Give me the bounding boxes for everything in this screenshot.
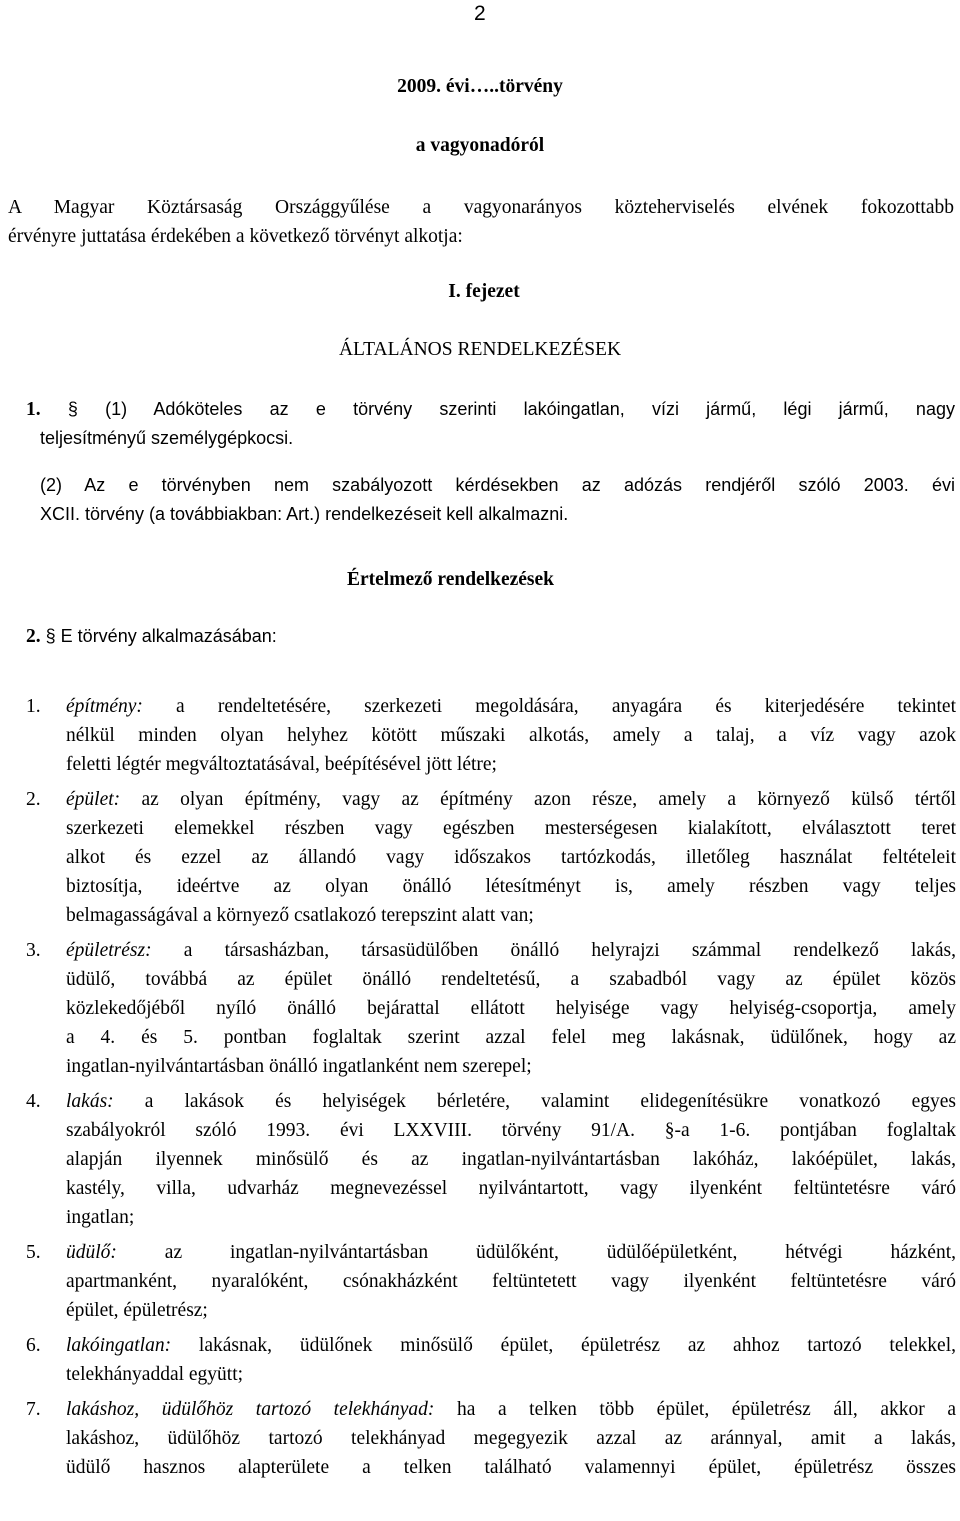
definition-text — [66, 936, 956, 1081]
law-subtitle: a vagyonadóról — [415, 135, 545, 156]
section-1-number: 1. — [26, 399, 41, 420]
definition-number: 1. — [26, 696, 41, 717]
definition-line: apartmanként, nyaralóként, csónakházként feltüntetett vagy ilyenként feltüntetésre váró — [66, 1271, 956, 1292]
definition-number: 4. — [26, 1091, 41, 1112]
definition-line: alapján ilyennek minősülő és az ingatlan-nyilvántartásban lakóház, lakóépület, lakás, — [66, 1149, 956, 1170]
definition-line: közlekedőjéből nyíló önálló bejárattal ellátott helyisége vagy helyiség-csoportja, amely — [66, 998, 956, 1019]
definition-item — [26, 1331, 956, 1389]
chapter-number: I. fejezet — [448, 281, 520, 302]
definition-line: telekhányaddal együtt; — [66, 1364, 244, 1385]
section-1 — [26, 395, 955, 529]
preamble-line-1: A Magyar Köztársaság Országgyűlése a vagyonarányos közteherviselés elvének fokozottabb — [8, 197, 954, 218]
definition-line: ingatlan-nyilvántartásban önálló ingatlanként nem szerepel; — [66, 1056, 532, 1077]
definition-line: ingatlan; — [66, 1207, 135, 1228]
definition-line: üdülő hasznos alapterülete a telken található valamennyi épület, épületrész összes — [66, 1457, 956, 1478]
section-2-number: 2. — [26, 626, 41, 647]
section-1-paragraph-2-line-2: XCII. törvény (a továbbiakban: Art.) rendelkezéseit kell alkalmazni. — [40, 504, 569, 524]
definition-line: épület: az olyan építmény, vagy az építmény azon része, amely a környező külső tértől — [66, 789, 956, 810]
definition-number: 3. — [26, 940, 41, 961]
definition-number: 2. — [26, 789, 41, 810]
definition-item — [26, 1238, 956, 1325]
definition-item — [26, 1087, 956, 1232]
section-1-paragraph-1-line-1 — [26, 395, 955, 424]
definition-line: lakáshoz, üdülőhöz tartozó telekhányad: ha a telken több épület, épületrész áll, akkor a — [66, 1399, 956, 1420]
definition-line: lakáshoz, üdülőhöz tartozó telekhányad megegyezik azzal az aránnyal, amit a lakás, — [66, 1428, 956, 1449]
definition-text — [66, 1087, 956, 1232]
definitions-list — [26, 692, 956, 1488]
definition-line: belmagasságával a környező csatlakozó terepszint alatt van; — [66, 905, 534, 926]
definition-text — [66, 692, 956, 779]
definition-number: 5. — [26, 1242, 41, 1263]
definition-term: lakás: — [66, 1091, 114, 1112]
definition-line: alkot és ezzel az állandó vagy időszakos tartózkodás, illetőleg használat feltételeit — [66, 847, 956, 868]
definition-text — [66, 1395, 956, 1482]
section-1-paragraph-1-line-2: teljesítményű személygépkocsi. — [40, 428, 294, 448]
section-2-text: E törvény alkalmazásában: — [60, 626, 277, 646]
definition-text — [66, 1331, 956, 1389]
definition-line: nélkül minden olyan helyhez kötött műszaki alkotás, amely a talaj, a víz vagy azok — [66, 725, 956, 746]
definition-item — [26, 692, 956, 779]
definitions-heading: Értelmező rendelkezések — [347, 569, 555, 590]
definition-line: épületrész: a társasházban, társasüdülőben önálló helyrajzi számmal rendelkező lakás, — [66, 940, 956, 961]
definition-term: épületrész: — [66, 940, 152, 961]
section-sign: § — [67, 399, 78, 419]
definition-term: építmény: — [66, 696, 143, 717]
section-sign: § — [45, 626, 56, 646]
definition-term: lakáshoz, üdülőhöz tartozó telekhányad: — [66, 1399, 435, 1420]
definition-line: a 4. és 5. pontban foglaltak szerint azzal felel meg lakásnak, üdülőnek, hogy az — [66, 1027, 956, 1048]
law-title: 2009. évi…..törvény — [397, 76, 563, 97]
definition-item — [26, 936, 956, 1081]
definition-term: üdülő: — [66, 1242, 117, 1263]
definition-line: biztosítja, ideértve az olyan önálló létesítményt is, amely részben vagy teljes — [66, 876, 956, 897]
definition-line: lakóingatlan: lakásnak, üdülőnek minősülő épület, épületrész az ahhoz tartozó telekkel, — [66, 1335, 956, 1356]
definition-line: építmény: a rendeltetésére, szerkezeti megoldására, anyagára és kiterjedésére tekintet — [66, 696, 956, 717]
definition-line: feletti légtér megváltoztatásával, beépítésével jött létre; — [66, 754, 497, 775]
definition-line: épület, épületrész; — [66, 1300, 208, 1321]
definition-text — [66, 785, 956, 930]
section-2 — [26, 622, 277, 651]
section-1-paragraph-2-line-1: (2) Az e törvényben nem szabályozott kérdésekben az adózás rendjéről szóló 2003. évi — [40, 475, 955, 495]
page-number: 2 — [474, 2, 486, 25]
preamble — [8, 193, 954, 251]
definition-line: szerkezeti elemekkel részben vagy egészben mesterségesen kialakított, elválasztott teret — [66, 818, 956, 839]
definition-item — [26, 785, 956, 930]
definition-line: üdülő, továbbá az épület önálló rendeltetésű, a szabadból vagy az épület közös — [66, 969, 956, 990]
section-1-p1-text: (1) Adóköteles az e törvény szerinti lakóingatlan, vízi jármű, légi jármű, nagy — [105, 399, 955, 419]
definition-line: lakás: a lakások és helyiségek bérletére, valamint elidegenítésükre vonatkozó egyes — [66, 1091, 956, 1112]
preamble-line-2: érvényre juttatása érdekében a következő törvényt alkotja: — [8, 226, 463, 247]
definition-line: kastély, villa, udvarház megnevezéssel nyilvántartott, vagy ilyenként feltüntetésre váró — [66, 1178, 956, 1199]
definition-term: lakóingatlan: — [66, 1335, 172, 1356]
definition-number: 7. — [26, 1399, 41, 1420]
definition-term: épület: — [66, 789, 121, 810]
definition-number: 6. — [26, 1335, 41, 1356]
definition-line: üdülő: az ingatlan-nyilvántartásban üdülőként, üdülőépületként, hétvégi házként, — [66, 1242, 956, 1263]
definition-text — [66, 1238, 956, 1325]
chapter-title: ÁLTALÁNOS RENDELKEZÉSEK — [338, 339, 622, 360]
definition-item — [26, 1395, 956, 1482]
definition-line: szabályokról szóló 1993. évi LXXVIII. törvény 91/A. §-a 1-6. pontjában foglaltak — [66, 1120, 956, 1141]
